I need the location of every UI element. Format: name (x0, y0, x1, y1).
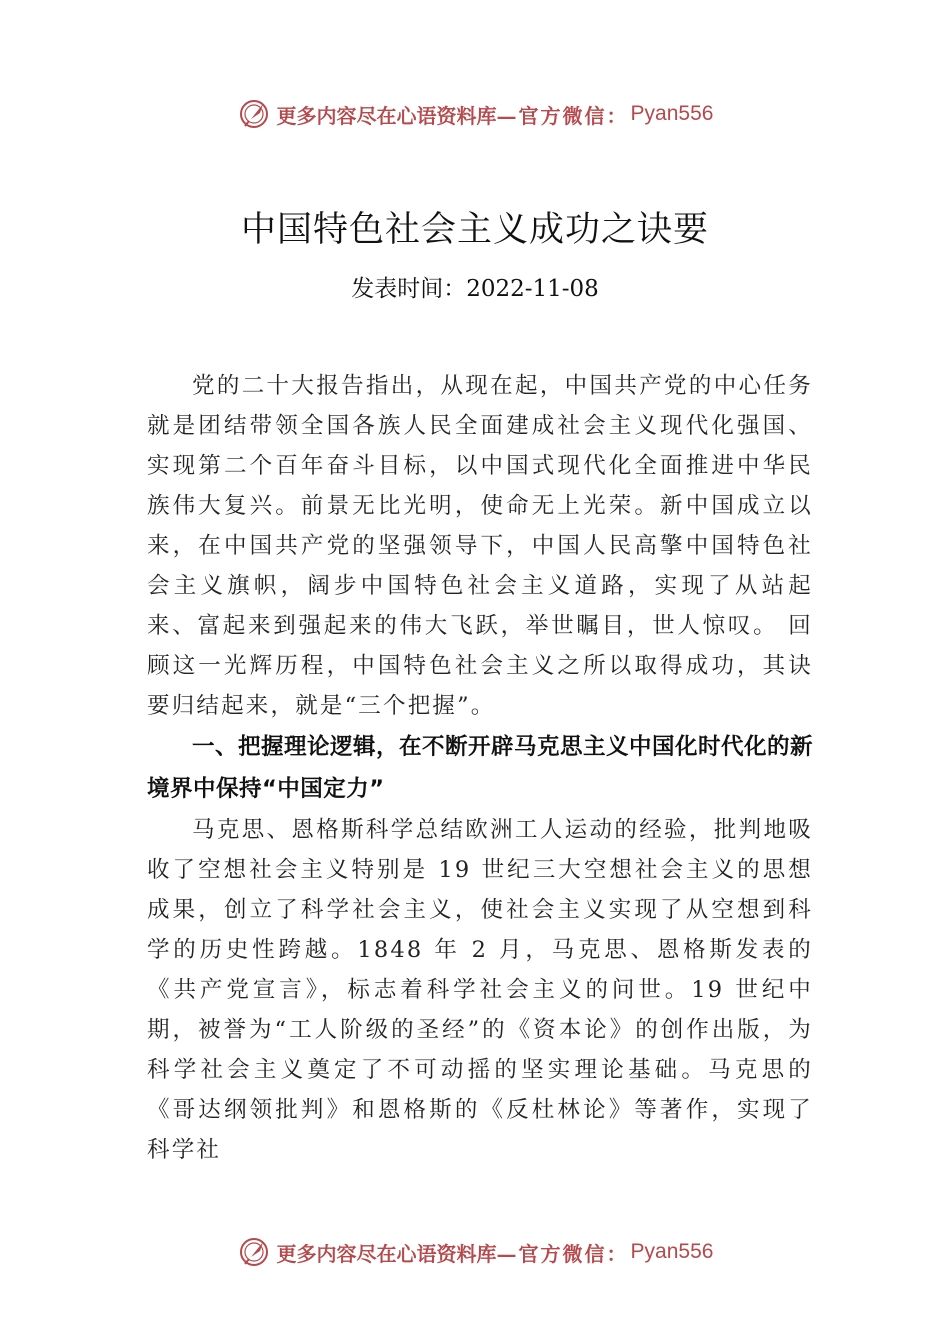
section-heading: 一、把握理论逻辑，在不断开辟马克思主义中国化时代化的新境界中保持“中国定力” (147, 734, 814, 802)
article-body (147, 366, 813, 1170)
watermark-separator: —官方微信： (496, 1241, 629, 1266)
publish-time: 发表时间：2022-11-08 (351, 276, 599, 302)
paragraph-theory: 马克思、恩格斯科学总结欧洲工人运动的经验，批判地吸收了空想社会主义特别是 19 世纪三大空想社会主义的思想成果，创立了科学社会主义，使社会主义实现了从空想到科学的历史性跨越。1848 年 2 月，马克思、恩格斯发表的《共产党宣言》，标志着科学社会主义的问世。19 世纪中期，被誉为“工人阶级的圣经”的《资本论》的创作出版，为科学社会主义奠定了不可动摇的坚实理论基础。马克思的《哥达纲领批判》和恩格斯的《反杜林论》等著作，实现了科学社 (147, 817, 813, 1163)
watermark-header (0, 92, 950, 136)
watermark-text: 更多内容尽在心语资料库 (276, 1241, 497, 1266)
watermark-separator: —官方微信： (496, 103, 629, 128)
watermark-footer (0, 1230, 950, 1274)
article-title: 中国特色社会主义成功之诀要 (240, 210, 709, 250)
watermark-wechat-id: Pyan556 (630, 1240, 714, 1263)
watermark-text: 更多内容尽在心语资料库 (276, 103, 497, 128)
quill-pen-icon (237, 97, 271, 131)
quill-pen-icon (237, 1235, 271, 1269)
paragraph-intro: 党的二十大报告指出，从现在起，中国共产党的中心任务就是团结带领全国各族人民全面建成社会主义现代化强国、实现第二个百年奋斗目标，以中国式现代化全面推进中华民族伟大复兴。前景无比光明，使命无上光荣。新中国成立以来，在中国共产党的坚强领导下，中国人民高擎中国特色社会主义旗帜，阔步中国特色社会主义道路，实现了从站起来、富起来到强起来的伟大飞跃，举世瞩目，世人惊叹。 回顾这一光辉历程，中国特色社会主义之所以取得成功，其诀要归结起来，就是“三个把握”。 (147, 373, 813, 719)
watermark-wechat-id: Pyan556 (630, 102, 714, 125)
